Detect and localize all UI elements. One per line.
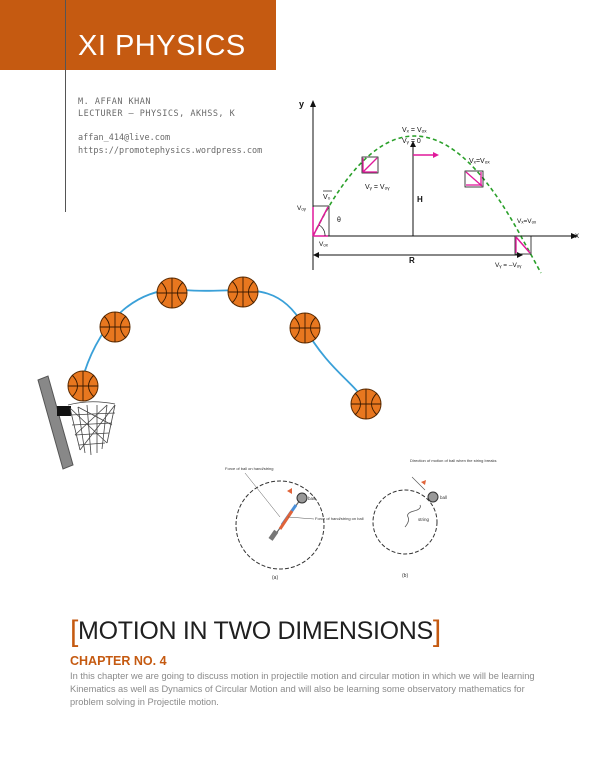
direction-label: Direction of motion of ball when the string breaks <box>410 458 497 463</box>
left-velocity-label: Vᵧ = Vₒᵧ <box>365 184 390 191</box>
range-arrow-left <box>313 252 319 258</box>
top-velocity-arrow <box>433 152 439 158</box>
projectile-diagram <box>285 95 585 285</box>
author-role: LECTURER – PHYSICS, AKHSS, K <box>78 109 236 119</box>
ball-a <box>297 493 307 503</box>
ball-a-label: ball <box>308 496 316 501</box>
v0-label: V₀ <box>323 194 331 201</box>
heading-bracket-close: ] <box>432 615 441 648</box>
basketball <box>228 277 258 307</box>
basketball <box>68 371 98 401</box>
basketball <box>100 312 130 342</box>
circular-motion-diagram <box>220 455 497 585</box>
chapter-title: MOTION IN TWO DIMENSIONS <box>78 617 433 645</box>
basketball-illustration <box>35 265 395 475</box>
x-axis-label: x <box>575 231 579 240</box>
basketball <box>351 389 381 419</box>
caption-a: (a) <box>272 575 279 581</box>
height-label: H <box>417 195 423 204</box>
right-velocity-label: Vₓ=Vₒₓ <box>469 158 490 165</box>
ball-a-marker <box>287 488 292 494</box>
course-title: XI PHYSICS <box>78 30 246 62</box>
title-banner <box>0 0 276 70</box>
force-ball-label: Force of ball on hand/string <box>225 466 274 471</box>
string-b <box>405 505 420 527</box>
basketball <box>290 313 320 343</box>
string-label: string <box>418 517 430 522</box>
author-name: M. AFFAN KHAN <box>78 97 152 107</box>
end-vy-label: Vᵧ = –Vₒᵧ <box>495 262 522 269</box>
range-label: R <box>409 256 415 265</box>
ball-b-marker <box>421 480 426 485</box>
force-string-label: Force of hand/string on ball <box>315 516 364 521</box>
caption-b: (b) <box>402 573 409 579</box>
chapter-number: CHAPTER NO. 4 <box>70 654 167 668</box>
basketball <box>157 278 187 308</box>
landing-velocity-vector <box>516 237 530 253</box>
author-website[interactable]: https://promotephysics.wordpress.com <box>78 145 263 156</box>
author-email[interactable]: affan_414@live.com <box>78 133 171 143</box>
chapter-description: In this chapter we are going to discuss motion in projectile motion and circular motion in which we will be learning Kinematics as well as Dynamics of Circular Motion and will also be learning some observatory mathematics for problem solving in Projectile motion. <box>70 671 535 707</box>
ball-b <box>428 492 438 502</box>
basketball-net <box>68 402 115 455</box>
force-string-leader <box>288 517 314 519</box>
angle-label: θ <box>337 217 341 224</box>
top-vy-label: Vᵧ = 0 <box>402 138 421 145</box>
author-block <box>78 96 235 120</box>
circle-path-a <box>236 481 324 569</box>
circle-path-b <box>373 490 437 554</box>
range-arrow-right <box>517 252 523 258</box>
chapter-heading <box>70 615 441 649</box>
header-divider <box>65 0 66 212</box>
contact-block <box>78 132 262 157</box>
v0x-label: Vₒₓ <box>319 241 328 248</box>
hoop-bracket <box>57 406 71 416</box>
v0y-label: Vₒᵧ <box>297 205 306 212</box>
ball-b-label: ball <box>440 495 448 500</box>
force-ball-leader <box>245 473 280 517</box>
heading-bracket-open: [ <box>70 615 79 648</box>
top-vx-label: Vₓ = Vₒₓ <box>402 127 427 134</box>
launch-velocity-vector <box>313 207 328 236</box>
backboard <box>38 376 73 469</box>
end-vx-label: Vₓ=Vₒₓ <box>517 218 537 225</box>
y-axis-arrow <box>310 100 316 107</box>
angle-arc <box>319 225 325 236</box>
force-on-ball-arrow <box>280 511 292 529</box>
ball-arc <box>80 290 365 405</box>
y-axis-label: y <box>299 99 305 109</box>
trajectory-curve <box>313 136 541 273</box>
